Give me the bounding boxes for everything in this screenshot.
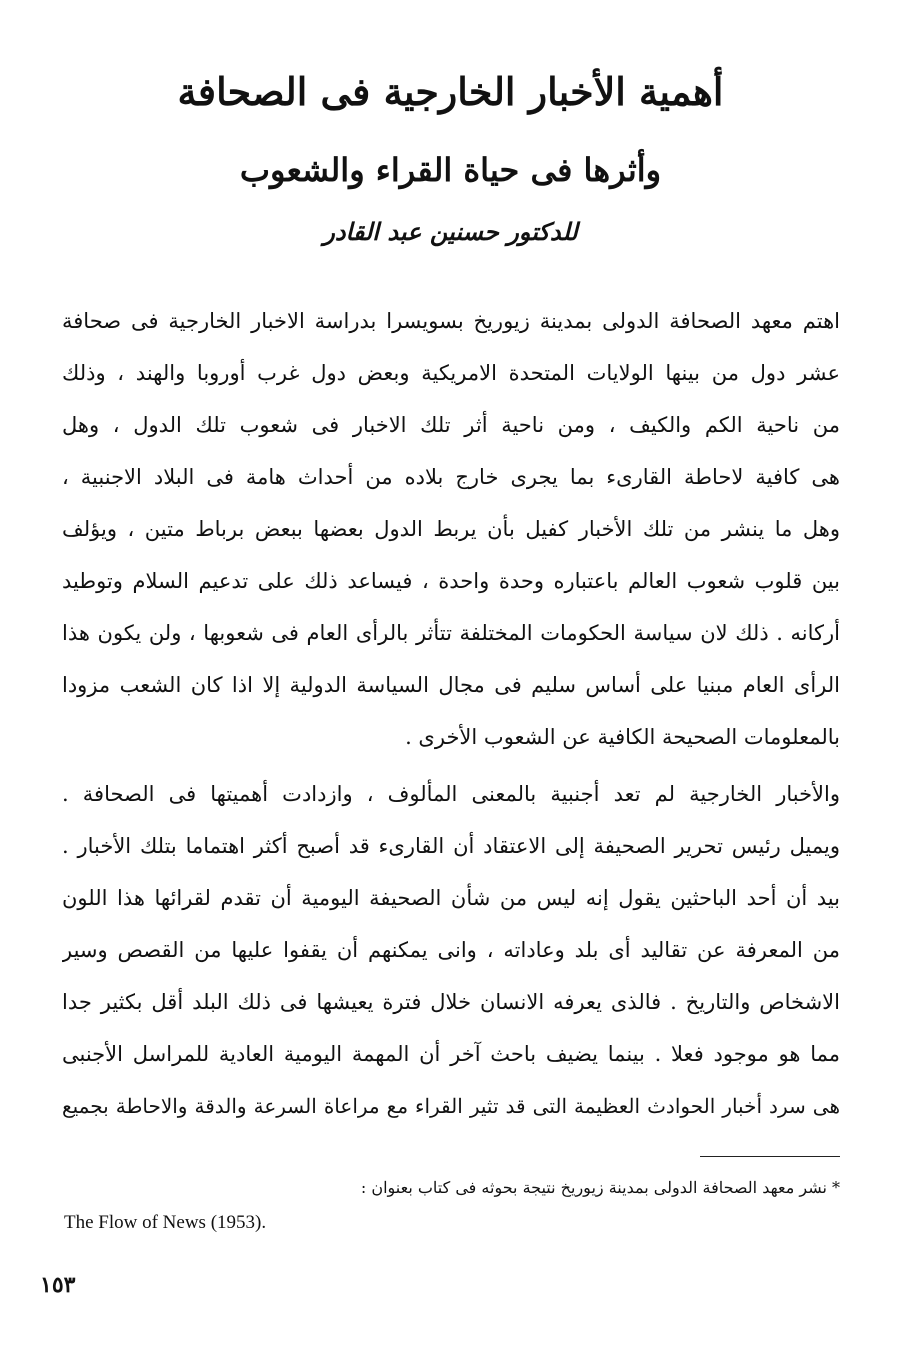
paragraph-line: من ناحية الكم والكيف ، ومن ناحية أثر تلك الاخبار فى شعوب تلك الدول ، وهل <box>62 413 840 437</box>
page-number: ١٥٣ <box>40 1272 76 1298</box>
paragraph-line: بين قلوب شعوب العالم باعتباره وحدة واحدة ، فيساعد ذلك على تدعيم السلام وتوطيد <box>62 569 840 593</box>
paragraph-line: أركانه . ذلك لان سياسة الحكومات المختلفة تتأثر بالرأى العام فى شعوبها ، ولن يكون هذا <box>62 621 840 645</box>
paragraph-line: بيد أن أحد الباحثين يقول إنه ليس من شأن الصحيفة اليومية أن تقدم لقرائها هذا اللون <box>62 886 840 910</box>
paragraph-line: عشر دول من بينها الولايات المتحدة الامريكية وبعض دول غرب أوروبا والهند ، وذلك <box>62 361 840 385</box>
paragraph-line: من المعرفة عن تقاليد أى بلد وعاداته ، وانى يمكنهم أن يقفوا عليها من القصص وسير <box>62 938 840 962</box>
paragraph-2 <box>62 768 840 1132</box>
footnote-english: The Flow of News (1953). <box>64 1212 267 1233</box>
footnote-arabic: * نشر معهد الصحافة الدولى بمدينة زيوريخ نتيجة بحوثه فى كتاب بعنوان : <box>360 1178 840 1197</box>
paragraph-line: بالمعلومات الصحيحة الكافية عن الشعوب الأخرى . <box>405 725 840 749</box>
paragraph-1 <box>62 295 840 763</box>
paragraph-line: الرأى العام مبنيا على أساس سليم فى مجال السياسة الدولية إلا اذا كان الشعب مزودا <box>62 673 840 697</box>
paragraph-line: هى سرد أخبار الحوادث العظيمة التى قد تثير القراء مع مراعاة السرعة والدقة والاحاطة بجميع <box>62 1094 840 1118</box>
paragraph-line: اهتم معهد الصحافة الدولى بمدينة زيوريخ بسويسرا بدراسة الاخبار الخارجية فى صحافة <box>62 309 840 333</box>
paragraph-line: الاشخاص والتاريخ . فالذى يعرفه الانسان خلال فترة يعيشها فى ذلك البلد أقل بكثير جدا <box>62 990 840 1014</box>
article-author: للدكتور حسنين عبد القادر <box>323 217 578 246</box>
paragraph-line: والأخبار الخارجية لم تعد أجنبية بالمعنى المألوف ، وازدادت أهميتها فى الصحافة . <box>62 782 840 806</box>
footnote-divider <box>700 1156 840 1157</box>
paragraph-line: مما هو موجود فعلا . بينما يضيف باحث آخر أن المهمة اليومية العادية للمراسل الأجنبى <box>62 1042 840 1066</box>
paragraph-line: ويميل رئيس تحرير الصحيفة إلى الاعتقاد أن القارىء قد أصبح أكثر اهتماما بتلك الأخبار . <box>62 834 840 858</box>
paragraph-line: وهل ما ينشر من تلك الأخبار كفيل بأن يربط الدول بعضها ببعض برباط متين ، ويؤلف <box>62 517 840 541</box>
paragraph-line: هى كافية لاحاطة القارىء بما يجرى خارج بلاده من أحداث هامة فى البلاد الاجنبية ، <box>62 465 840 489</box>
article-subtitle: وأثرها فى حياة القراء والشعوب <box>239 151 662 189</box>
article-title: أهمية الأخبار الخارجية فى الصحافة <box>177 69 724 114</box>
